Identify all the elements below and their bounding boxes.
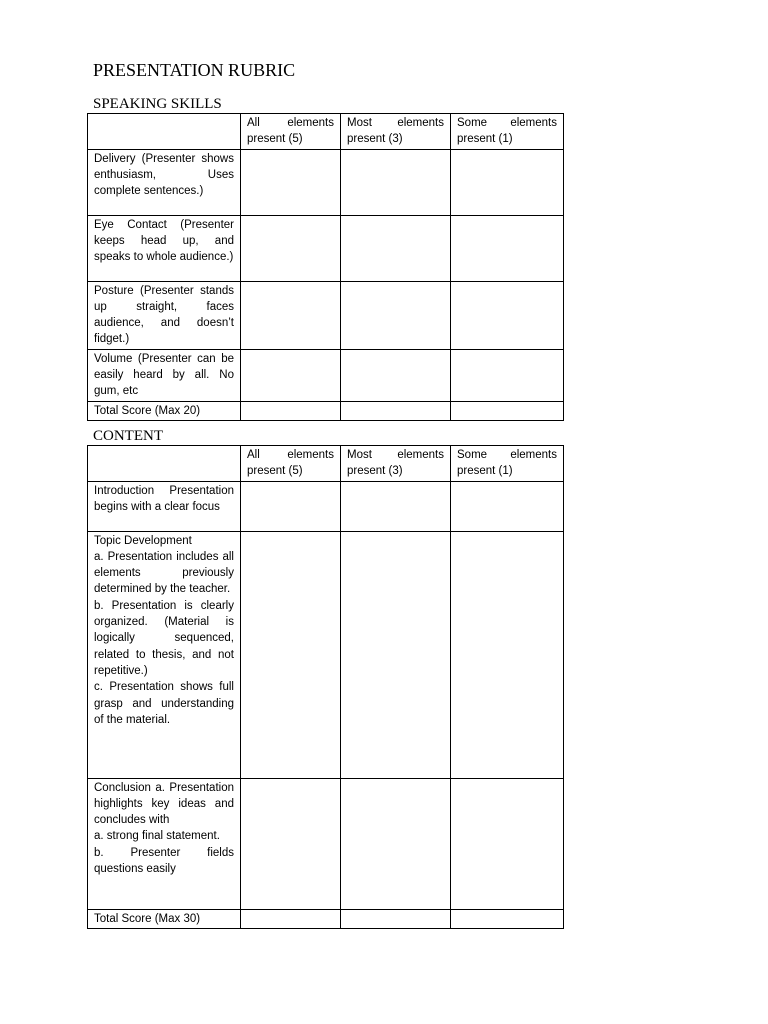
score-cell bbox=[451, 215, 564, 281]
table-row bbox=[88, 481, 564, 531]
total-row bbox=[88, 401, 564, 420]
criterion-introduction: Introduction Presentation begins with a clear focus bbox=[88, 481, 241, 531]
score-cell bbox=[241, 531, 341, 778]
score-cell bbox=[451, 349, 564, 401]
score-cell bbox=[241, 481, 341, 531]
score-cell bbox=[451, 778, 564, 909]
speaking-skills-heading: SPEAKING SKILLS bbox=[93, 96, 222, 112]
score-cell bbox=[341, 481, 451, 531]
score-cell bbox=[241, 149, 341, 215]
score-cell bbox=[341, 909, 451, 928]
total-score-label: Total Score (Max 30) bbox=[88, 909, 241, 928]
score-cell bbox=[451, 149, 564, 215]
score-cell bbox=[341, 349, 451, 401]
total-row bbox=[88, 909, 564, 928]
criterion-eye-contact: Eye Contact (Presenter keeps head up, and speaks to whole audience.) bbox=[88, 215, 241, 281]
score-cell bbox=[341, 778, 451, 909]
score-cell bbox=[241, 281, 341, 349]
header-cell-some-elements: Some elements present (1) bbox=[451, 114, 564, 150]
content-heading: CONTENT bbox=[93, 428, 163, 444]
header-cell-most-elements: Most elements present (3) bbox=[341, 446, 451, 482]
score-cell bbox=[241, 401, 341, 420]
score-cell bbox=[451, 481, 564, 531]
score-cell bbox=[241, 909, 341, 928]
table-row bbox=[88, 349, 564, 401]
score-cell bbox=[241, 778, 341, 909]
score-cell bbox=[341, 401, 451, 420]
score-cell bbox=[451, 401, 564, 420]
table-header-row bbox=[88, 114, 564, 150]
criterion-posture: Posture (Presenter stands up straight, faces audience, and doesn’t fidget.) bbox=[88, 281, 241, 349]
table-row bbox=[88, 215, 564, 281]
table-row bbox=[88, 778, 564, 909]
content-table bbox=[87, 445, 564, 929]
criterion-topic-development: Topic Development a. Presentation includes all elements previously determined by the teacher. b. Presentation is clearly organized. (Material is logically sequenced, related to thesis, and not repetitive.) c. Presentation shows full grasp and understanding of the material. bbox=[88, 531, 241, 778]
score-cell bbox=[341, 281, 451, 349]
table-row bbox=[88, 281, 564, 349]
header-cell-all-elements: All elements present (5) bbox=[241, 446, 341, 482]
score-cell bbox=[341, 149, 451, 215]
criterion-volume: Volume (Presenter can be easily heard by all. No gum, etc bbox=[88, 349, 241, 401]
table-row bbox=[88, 531, 564, 778]
total-score-label: Total Score (Max 20) bbox=[88, 401, 241, 420]
score-cell bbox=[241, 349, 341, 401]
table-header-row bbox=[88, 446, 564, 482]
header-cell-criteria bbox=[88, 446, 241, 482]
speaking-skills-table bbox=[87, 113, 564, 421]
score-cell bbox=[241, 215, 341, 281]
criterion-delivery: Delivery (Presenter shows enthusiasm, Uses complete sentences.) bbox=[88, 149, 241, 215]
document-title: PRESENTATION RUBRIC bbox=[93, 60, 296, 80]
score-cell bbox=[341, 215, 451, 281]
header-cell-criteria bbox=[88, 114, 241, 150]
score-cell bbox=[341, 531, 451, 778]
score-cell bbox=[451, 909, 564, 928]
score-cell bbox=[451, 281, 564, 349]
table-row bbox=[88, 149, 564, 215]
score-cell bbox=[451, 531, 564, 778]
header-cell-most-elements: Most elements present (3) bbox=[341, 114, 451, 150]
criterion-conclusion: Conclusion a. Presentation highlights key ideas and concludes with a. strong final statement. b. Presenter fields questions easily bbox=[88, 778, 241, 909]
header-cell-some-elements: Some elements present (1) bbox=[451, 446, 564, 482]
header-cell-all-elements: All elements present (5) bbox=[241, 114, 341, 150]
